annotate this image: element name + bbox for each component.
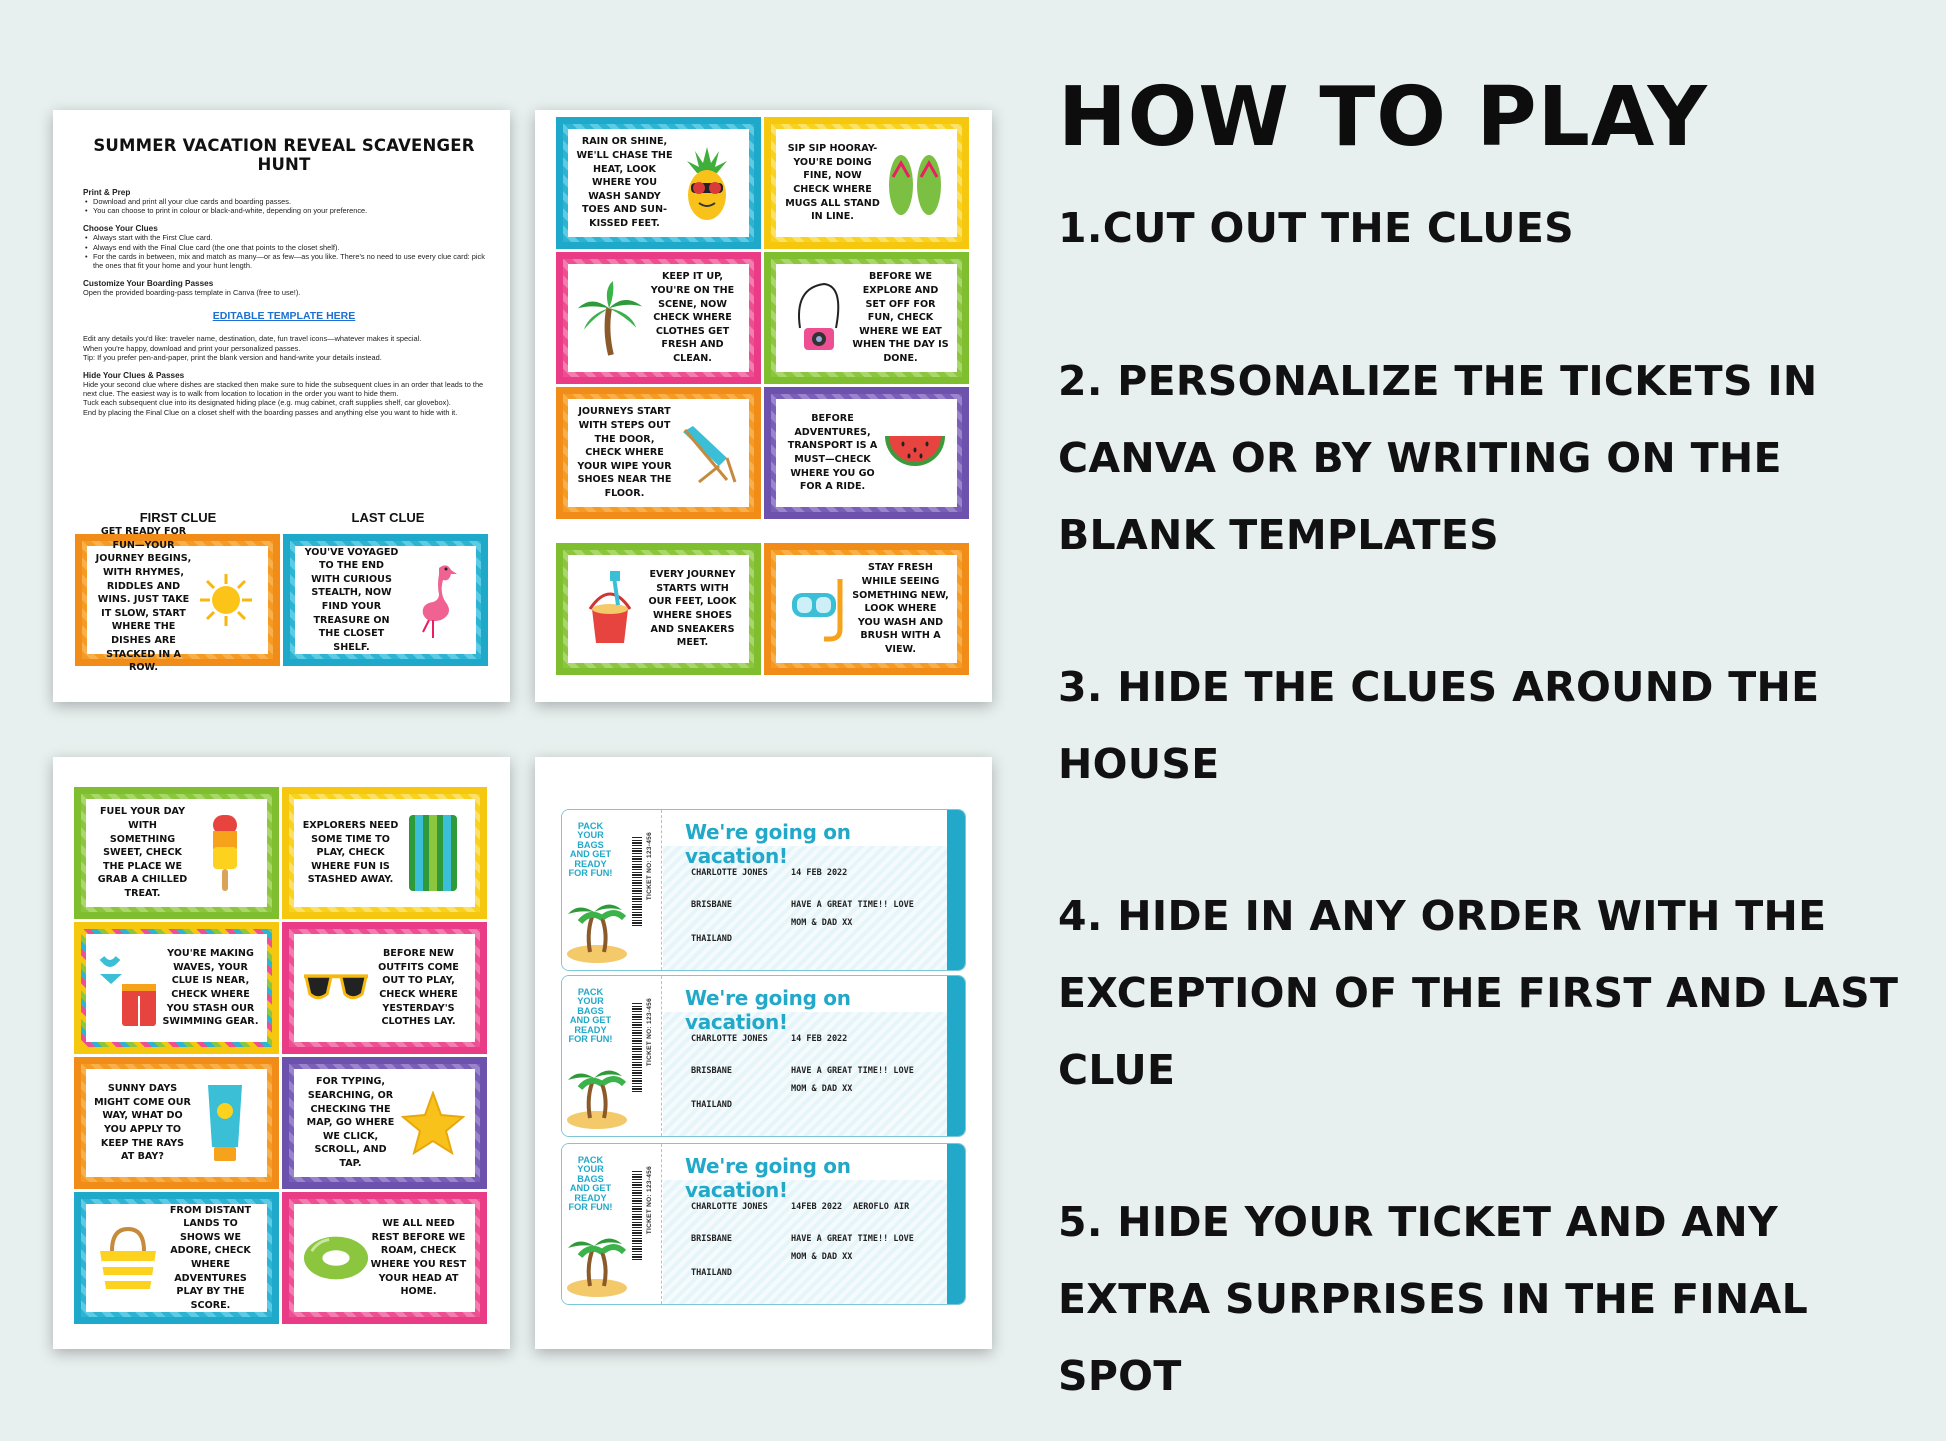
customize-text: Open the provided boarding-pass template in Canva (free to use!). xyxy=(83,288,301,298)
clue-text: GET READY FOR FUN—YOUR JOURNEY BEGINS, WITH RHYMES, RIDDLES AND WINS. JUST TAKE IT SLOW, START WHERE THE DISHES ARE STACKED IN A ROW. xyxy=(95,526,192,674)
ticket-number: TICKET NO: 123-456 xyxy=(646,998,653,1067)
snorkel-mask-icon xyxy=(784,566,852,652)
clue-text: EVERY JOURNEY STARTS WITH OUR FEET, LOOK WHERE SHOES AND SNEAKERS MEET. xyxy=(648,569,737,649)
clue-text: SUNNY DAYS MIGHT COME OUR WAY, WHAT DO YOU APPLY TO KEEP THE RAYS AT BAY? xyxy=(94,1083,191,1163)
airline: AEROFLO AIR xyxy=(853,1202,910,1212)
destination: THAILAND xyxy=(691,1100,732,1110)
hide-line: End by placing the Final Clue on a closet shelf with the boarding passes and anything else you want to hide with it. xyxy=(83,407,458,417)
clue-card-first[interactable] xyxy=(75,526,280,674)
step-5: 5. HIDE YOUR TICKET AND ANY EXTRA SURPRISES IN THE FINAL SPOT xyxy=(1058,1198,1809,1400)
clue-text: FUEL YOUR DAY WITH SOMETHING SWEET, CHECK THE PLACE WE GRAB A CHILLED TREAT. xyxy=(97,806,188,899)
ticket-end-band xyxy=(947,976,965,1136)
clue-text: FOR TYPING, SEARCHING, OR CHECKING THE MAP, GO WHERE WE CLICK, SCROLL, AND TAP. xyxy=(306,1076,395,1169)
starfish-icon xyxy=(399,1080,467,1166)
instructions-title: SUMMER VACATION REVEAL SCAVENGER HUNT xyxy=(93,136,475,174)
clue-text: BEFORE WE EXPLORE AND SET OFF FOR FUN, CHECK WHERE WE EAT WHEN THE DAY IS DONE. xyxy=(852,271,949,364)
ice-pop-icon xyxy=(191,810,259,896)
happy-text: When you're happy, download and print your personalized passes. xyxy=(83,343,301,353)
camera-icon xyxy=(784,275,852,361)
boarding-pass[interactable] xyxy=(561,975,966,1137)
clue-sheet-2 xyxy=(53,757,510,1349)
clue-card[interactable] xyxy=(282,787,487,919)
section-heading: Hide Your Clues & Passes xyxy=(83,371,185,381)
sunglasses-icon xyxy=(302,945,370,1031)
message: HAVE A GREAT TIME!! LOVE xyxy=(791,900,914,910)
editable-template-link[interactable]: EDITABLE TEMPLATE HERE xyxy=(212,310,356,323)
hide-line: Tuck each subsequent clue into its designated hiding place (e.g. mug cabinet, craft supplies shelf, car glovebox). xyxy=(83,398,451,408)
clue-text: BEFORE NEW OUTFITS COME OUT TO PLAY, CHECK WHERE YESTERDAY'S CLOTHES LAY. xyxy=(378,948,459,1028)
clue-text: FROM DISTANT LANDS TO SHOWS WE ADORE, CHECK WHERE ADVENTURES PLAY BY THE SCORE. xyxy=(169,1204,252,1311)
clue-text: SIP SIP HOORAY-YOU'RE DOING FINE, NOW CHECK WHERE MUGS ALL STAND IN LINE. xyxy=(785,143,880,223)
clue-text: KEEP IT UP, YOU'RE ON THE SCENE, NOW CHECK WHERE CLOTHES GET FRESH AND CLEAN. xyxy=(650,271,735,364)
tip-text: Tip: If you prefer pen-and-paper, print the blank version and hand-write your details instead. xyxy=(83,352,382,362)
ticket-end-band xyxy=(947,1144,965,1304)
clue-card[interactable] xyxy=(74,1192,279,1324)
passenger-name: CHARLOTTE JONES xyxy=(691,1202,768,1212)
instructions-sheet xyxy=(53,110,510,702)
section-heading: Print & Prep xyxy=(83,188,131,197)
first-clue-label: FIRST CLUE xyxy=(139,510,217,525)
boarding-pass[interactable] xyxy=(561,809,966,971)
beach-bag-icon xyxy=(94,1215,162,1301)
origin: BRISBANE xyxy=(691,1066,732,1076)
island-palm-icon xyxy=(566,1226,628,1303)
how-to-play-title: HOW TO PLAY xyxy=(1058,70,1708,165)
ticket-stub xyxy=(562,976,662,1136)
travel-date: 14FEB 2022 xyxy=(791,1202,843,1212)
clue-card[interactable] xyxy=(74,1057,279,1189)
bullet: • You can choose to print in colour or black-and-white, depending on your preference. xyxy=(83,206,485,215)
ticket-headline: We're going on vacation! xyxy=(663,1144,947,1180)
swimsuit-icon xyxy=(94,945,162,1031)
beach-chair-icon xyxy=(673,410,741,496)
last-clue-label: LAST CLUE xyxy=(351,510,425,525)
message: HAVE A GREAT TIME!! LOVE xyxy=(791,1234,914,1244)
step-1: 1.CUT OUT THE CLUES xyxy=(1058,204,1574,252)
boarding-pass[interactable] xyxy=(561,1143,966,1305)
origin: BRISBANE xyxy=(691,900,732,910)
clue-card[interactable] xyxy=(282,1057,487,1189)
bullet: • Always start with the First Clue card. xyxy=(83,233,485,242)
section-heading: Choose Your Clues xyxy=(83,224,158,234)
origin: BRISBANE xyxy=(691,1234,732,1244)
clue-card[interactable] xyxy=(556,543,761,675)
clue-card[interactable] xyxy=(764,387,969,519)
clue-card[interactable] xyxy=(556,252,761,384)
bullet: • Download and print all your clue cards and boarding passes. xyxy=(83,197,485,206)
palm-tree-icon xyxy=(576,275,644,361)
clue-text: RAIN OR SHINE, WE'LL CHASE THE HEAT, LOOK WHERE YOU WASH SANDY TOES AND SUN-KISSED FEET. xyxy=(576,136,673,229)
edit-text: Edit any details you'd like: traveler name, destination, date, fun travel icons—whatever makes it special. xyxy=(83,334,422,344)
clue-card[interactable] xyxy=(74,787,279,919)
island-palm-icon xyxy=(566,1058,628,1135)
step-4: 4. HIDE IN ANY ORDER WITH THE EXCEPTION OF THE FIRST AND LAST CLUE xyxy=(1058,892,1899,1094)
clue-card[interactable] xyxy=(282,922,487,1054)
clue-text: YOU'RE MAKING WAVES, YOUR CLUE IS NEAR, CHECK WHERE YOU STASH OUR SWIMMING GEAR. xyxy=(162,948,259,1028)
ticket-number: TICKET NO: 123-456 xyxy=(646,1166,653,1235)
pineapple-icon xyxy=(673,140,741,226)
destination: THAILAND xyxy=(691,934,732,944)
flip-flops-icon xyxy=(881,140,949,226)
step-2: 2. PERSONALIZE THE TICKETS IN CANVA OR BY WRITING ON THE BLANK TEMPLATES xyxy=(1058,357,1818,559)
section-heading: Customize Your Boarding Passes xyxy=(83,279,214,289)
clue-text: JOURNEYS START WITH STEPS OUT THE DOOR, CHECK WHERE YOUR WIPE YOUR SHOES NEAR THE FLOOR. xyxy=(577,406,672,499)
island-palm-icon xyxy=(566,892,628,969)
clue-card[interactable] xyxy=(764,252,969,384)
clue-text: WE ALL NEED REST BEFORE WE ROAM, CHECK WHERE YOU REST YOUR HEAD AT HOME. xyxy=(370,1218,467,1298)
hide-line: Hide your second clue where dishes are stacked then make sure to hide the subsequent clues in an order that leads to the next clue. The easiest way is to walk from location to location in the order you want to hide them. xyxy=(83,380,484,399)
sunscreen-icon xyxy=(191,1080,259,1166)
clue-card[interactable] xyxy=(74,922,279,1054)
clue-text: STAY FRESH WHILE SEEING SOMETHING NEW, LOOK WHERE YOU WASH AND BRUSH WITH A VIEW. xyxy=(852,562,949,655)
ticket-number: TICKET NO: 123-456 xyxy=(646,832,653,901)
sun-icon xyxy=(192,557,260,643)
signoff: MOM & DAD XX xyxy=(791,918,853,928)
passenger-name: CHARLOTTE JONES xyxy=(691,868,768,878)
bullet: • For the cards in between, mix and match as many—or as few—as you like. There's no need to use every clue card: pick the ones that fit your home and your hunt length. xyxy=(83,252,485,270)
pack-text: PACK YOUR BAGS AND GET READY FOR FUN! xyxy=(568,987,613,1045)
clue-card-last[interactable] xyxy=(283,534,488,666)
boarding-pass-sheet xyxy=(535,757,992,1349)
passenger-name: CHARLOTTE JONES xyxy=(691,1034,768,1044)
ticket-stub xyxy=(562,1144,662,1304)
sand-bucket-icon xyxy=(576,566,644,652)
clue-text: EXPLORERS NEED SOME TIME TO PLAY, CHECK WHERE FUN IS STASHED AWAY. xyxy=(302,820,399,886)
flamingo-icon xyxy=(400,557,468,643)
clue-sheet-1 xyxy=(535,110,992,702)
clue-card[interactable] xyxy=(556,117,761,249)
pack-text: PACK YOUR BAGS AND GET READY FOR FUN! xyxy=(568,821,613,879)
pack-text: PACK YOUR BAGS AND GET READY FOR FUN! xyxy=(568,1155,613,1213)
clue-card[interactable] xyxy=(282,1192,487,1324)
beach-towel-icon xyxy=(399,810,467,896)
barcode-icon xyxy=(632,1002,642,1092)
swim-ring-icon xyxy=(302,1215,370,1301)
bullet: • Always end with the Final Clue card (the one that points to the closet shelf). xyxy=(83,243,485,252)
destination: THAILAND xyxy=(691,1268,732,1278)
ticket-headline: We're going on vacation! xyxy=(663,810,947,846)
step-3: 3. HIDE THE CLUES AROUND THE HOUSE xyxy=(1058,663,1820,788)
ticket-main xyxy=(663,1144,947,1304)
clue-card[interactable] xyxy=(764,543,969,675)
clue-card[interactable] xyxy=(764,117,969,249)
travel-date: 14 FEB 2022 xyxy=(791,1034,848,1044)
watermelon-icon xyxy=(881,410,949,496)
ticket-end-band xyxy=(947,810,965,970)
message: HAVE A GREAT TIME!! LOVE xyxy=(791,1066,914,1076)
ticket-stub xyxy=(562,810,662,970)
ticket-main xyxy=(663,810,947,970)
travel-date: 14 FEB 2022 xyxy=(791,868,848,878)
clue-card[interactable] xyxy=(556,387,761,519)
clue-text: BEFORE ADVENTURES, TRANSPORT IS A MUST—CHECK WHERE YOU GO FOR A RIDE. xyxy=(787,413,878,493)
ticket-headline: We're going on vacation! xyxy=(663,976,947,1012)
clue-text: YOU'VE VOYAGED TO THE END WITH CURIOUS STEALTH, NOW FIND YOUR TREASURE ON THE CLOSET SHELF. xyxy=(304,546,399,653)
barcode-icon xyxy=(632,836,642,926)
ticket-main xyxy=(663,976,947,1136)
signoff: MOM & DAD XX xyxy=(791,1084,853,1094)
signoff: MOM & DAD XX xyxy=(791,1252,853,1262)
barcode-icon xyxy=(632,1170,642,1260)
